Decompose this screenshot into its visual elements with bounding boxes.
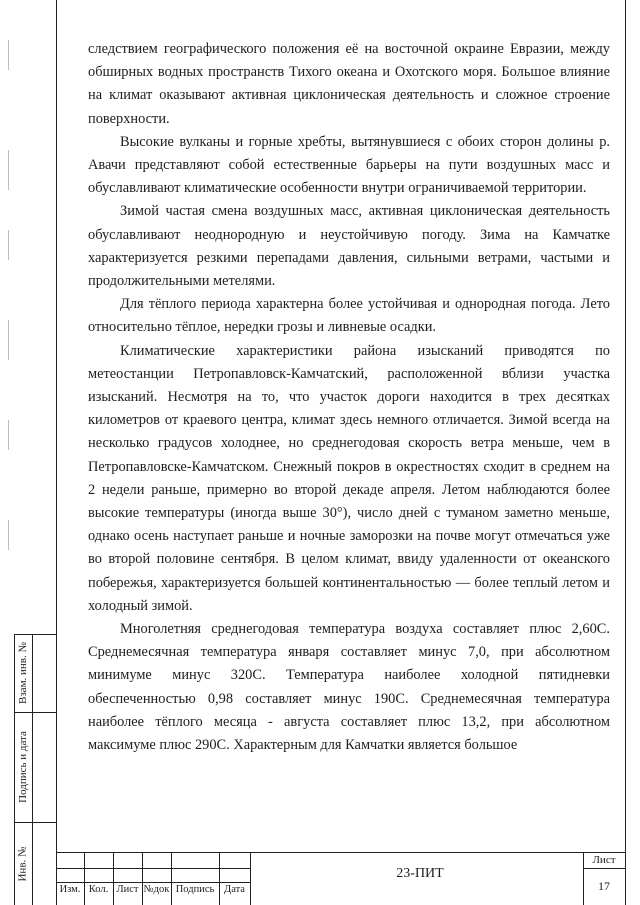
side-label-inv: Инв. № xyxy=(17,845,29,882)
scan-mark xyxy=(8,420,9,450)
paragraph: Для тёплого периода характерна более устойчивая и однородная погода. Лето относительно тёплое, нередки грозы и ливневые осадки. xyxy=(88,296,610,336)
body-text xyxy=(88,38,610,757)
side-stamp-divider xyxy=(32,634,33,905)
title-block-row-line xyxy=(56,882,250,883)
header-data: Дата xyxy=(224,884,245,895)
frame-left-border xyxy=(56,0,57,905)
scan-mark xyxy=(8,230,9,260)
sheet-number: 17 xyxy=(598,879,610,893)
frame-right-border xyxy=(625,0,626,905)
header-kol: Кол. xyxy=(88,884,109,895)
title-block-col-line xyxy=(171,852,172,905)
paragraph: Многолетняя среднегодовая температура воздуха составляет плюс 2,60С. Среднемесячная температура января составляет минус 7,0, при абсолютном минимуме минус 320С. Температура наиболее холодной пятидневки обеспеченностью 0,98 составляет минус 190С. Среднемесячная температура наиболее тёплого месяца - августа составляет плюс 13,2, при абсолютном максимуме плюс 290С. Характерным для Камчатки является большое xyxy=(88,621,610,754)
paragraph: Высокие вулканы и горные хребты, вытянувшиеся с обоих сторон долины р. Авачи представляют собой естественные барьеры на пути воздушных масс и обуславливают климатические особенности внутри ограничиваемой территории. xyxy=(88,133,610,197)
title-block-col-line xyxy=(84,852,85,905)
title-block-col-line xyxy=(250,852,251,905)
sheet-cell-line xyxy=(583,868,625,869)
document-code: 23-ПИТ xyxy=(396,866,444,881)
title-block-row-line xyxy=(56,868,250,869)
title-block-col-line xyxy=(583,852,584,905)
sheet-label: Лист xyxy=(592,854,616,866)
paragraph: Зимой частая смена воздушных масс, активная циклоническая деятельность обуславливают неоднородную и неустойчивую погоду. Зима на Камчатке характеризуется резкими перепадами давления, сильными ветрами, частыми и продолжительными метелями. xyxy=(88,203,610,290)
scan-mark xyxy=(8,520,9,550)
scan-mark xyxy=(8,320,9,360)
header-ndok: №док xyxy=(143,884,170,895)
paragraph: следствием географического положения её на восточной окраине Евразии, между обширных водных пространств Тихого океана и Охотского моря. Большое влияние на климат оказывают активная циклоническая деятельность и сложное строение поверхности. xyxy=(88,41,610,127)
header-izm: Изм. xyxy=(59,884,81,895)
title-block-col-line xyxy=(142,852,143,905)
header-list: Лист xyxy=(116,884,139,895)
title-block-col-line xyxy=(113,852,114,905)
side-label-vzam: Взам. инв. № xyxy=(17,642,29,704)
scan-mark xyxy=(8,150,9,190)
header-podpis: Подпись xyxy=(175,884,215,895)
side-label-podpis: Подпись и дата xyxy=(17,731,29,803)
scan-mark xyxy=(8,40,9,70)
paragraph: Климатические характеристики района изысканий приводятся по метеостанции Петропавловск-Камчатский, расположенной вблизи участка изысканий. Несмотря на то, что участок дороги находится в трех десятках километров от краевого центра, климат здесь немного отличается. Зимой всегда на несколько градусов холоднее, но среднегодовая скорость ветра меньше, чем в Петропавловске-Камчатском. Снежный покров в окрестностях сходит в среднем на 2 недели раньше, примерно во второй декаде апреля. Летом наблюдаются более высокие температуры (иногда выше 30°), число дней с туманом заметно меньше, однако осень наступает раньше и ночные заморозки на почве могут отмечаться уже во второй половине сентября. В целом климат, ввиду удаленности от океанского побережья, характеризуется большей континентальностью — более теплый летом и холодный зимой. xyxy=(88,342,610,614)
title-block-col-line xyxy=(219,852,220,905)
